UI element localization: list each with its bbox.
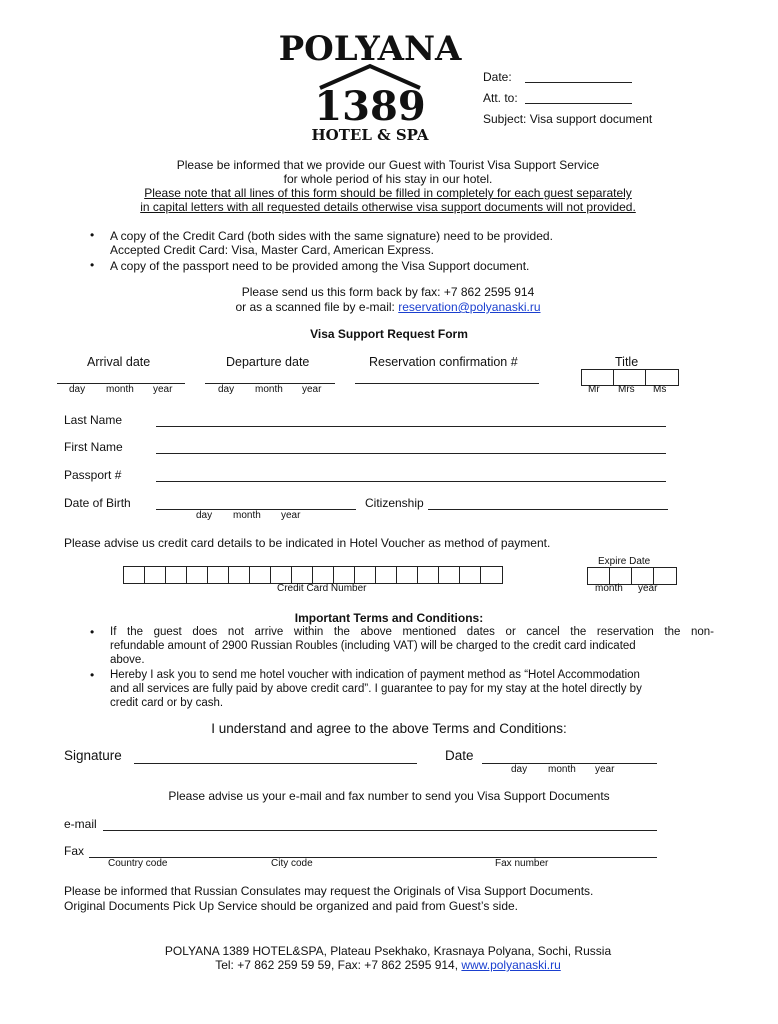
req-1-line-1: A copy of the Credit Card (both sides with the same signature) need to be provided. xyxy=(110,229,553,243)
title-mrs: Mrs xyxy=(618,384,635,395)
bullet-icon: • xyxy=(90,625,95,639)
dob-month: month xyxy=(233,510,261,521)
expire-year: year xyxy=(638,583,658,594)
dob-label: Date of Birth xyxy=(64,496,131,510)
term-2-line-3: credit card or by cash. xyxy=(110,697,224,709)
date-field[interactable] xyxy=(525,82,632,83)
website-link[interactable]: www.polyanaski.ru xyxy=(461,958,561,972)
first-name-label: First Name xyxy=(64,440,123,454)
req-1-line-2: Accepted Credit Card: Visa, Master Card, American Express. xyxy=(110,243,434,257)
send-back-line-1: Please send us this form back by fax: +7 862 2595 914 xyxy=(241,285,535,299)
contact-advise: Please advise us your e-mail and fax number to send you Visa Support Documents xyxy=(168,789,610,803)
title-ms: Ms xyxy=(653,384,667,395)
footer-line-2 xyxy=(0,958,776,972)
arrival-month: month xyxy=(106,384,134,395)
term-2-line-2: and all services are fully paid by above credit card”. I guarantee to pay for my stay at the hotel directly by xyxy=(110,683,642,695)
departure-date-label: Departure date xyxy=(226,355,310,369)
reservation-field[interactable] xyxy=(355,383,539,384)
last-name-field[interactable] xyxy=(156,426,666,427)
citizenship-label: Citizenship xyxy=(365,496,424,510)
send-back-line-2 xyxy=(0,300,776,314)
sig-date-year: year xyxy=(595,764,615,775)
bullet-icon: • xyxy=(90,668,95,682)
card-number-label: Credit Card Number xyxy=(277,583,367,594)
hotel-logo xyxy=(278,28,462,146)
bullet-icon: • xyxy=(90,228,95,242)
signature-date-label: Date xyxy=(445,748,474,763)
city-code-label: City code xyxy=(271,858,313,869)
logo-line2: 1389 xyxy=(314,83,426,130)
reservation-label: Reservation confirmation # xyxy=(369,355,518,369)
intro-line-1: Please be informed that we provide our Guest with Tourist Visa Support Service xyxy=(176,158,600,172)
departure-month: month xyxy=(255,384,283,395)
intro-line-3: Please note that all lines of this form should be filled in completely for each guest separately xyxy=(144,186,632,200)
email-link[interactable]: reservation@polyanaski.ru xyxy=(398,300,541,314)
dob-day: day xyxy=(196,510,213,521)
dob-year: year xyxy=(281,510,301,521)
payment-advise: Please advise us credit card details to be indicated in Hotel Voucher as method of payment. xyxy=(64,536,551,550)
footer-line-1: POLYANA 1389 HOTEL&SPA, Plateau Psekhako, Krasnaya Polyana, Sochi, Russia xyxy=(164,944,612,958)
term-2-line-1: Hereby I ask you to send me hotel voucher with indication of payment method as “Hotel Accommodation xyxy=(110,669,640,681)
title-mr: Mr xyxy=(588,384,600,395)
fax-number-label: Fax number xyxy=(495,858,549,869)
term-1-line-3: above. xyxy=(110,654,145,666)
arrival-year: year xyxy=(153,384,173,395)
contact-fax-field[interactable] xyxy=(89,857,657,858)
form-title: Visa Support Request Form xyxy=(310,327,468,341)
credit-card-number-boxes[interactable] xyxy=(123,566,503,584)
signature-label: Signature xyxy=(64,748,122,763)
req-2: A copy of the passport need to be provided among the Visa Support document. xyxy=(110,259,530,273)
att-label: Att. to: xyxy=(483,91,518,105)
arrival-day: day xyxy=(69,384,86,395)
term-1-line-1: If the guest does not arrive within the above mentioned dates or cancel the reservation the non- xyxy=(110,626,714,638)
consulate-line-2: Original Documents Pick Up Service should be organized and paid from Guest’s side. xyxy=(64,899,519,913)
logo-line3: HOTEL & SPA xyxy=(311,126,429,144)
arrival-date-label: Arrival date xyxy=(87,355,151,369)
title-label: Title xyxy=(615,355,639,369)
date-label: Date: xyxy=(483,70,512,84)
passport-field[interactable] xyxy=(156,481,666,482)
first-name-field[interactable] xyxy=(156,453,666,454)
contact-email-field[interactable] xyxy=(103,830,657,831)
term-1-line-2: refundable amount of 2900 Russian Roubles (including VAT) will be charged to the credit card indicated xyxy=(110,640,636,652)
expire-month: month xyxy=(595,583,623,594)
terms-title: Important Terms and Conditions: xyxy=(294,611,484,625)
agree-text: I understand and agree to the above Terms and Conditions: xyxy=(211,721,567,736)
fax-label: Fax xyxy=(64,844,85,858)
subject-line: Subject: Visa support document xyxy=(483,112,653,126)
bullet-icon: • xyxy=(90,258,95,272)
consulate-line-1: Please be informed that Russian Consulates may request the Originals of Visa Support Documents. xyxy=(64,884,594,898)
att-field[interactable] xyxy=(525,103,632,104)
sig-date-day: day xyxy=(511,764,528,775)
intro-line-4: in capital letters with all requested details otherwise visa support documents will not provided. xyxy=(140,200,636,214)
citizenship-field[interactable] xyxy=(428,509,668,510)
email-label: e-mail xyxy=(64,817,97,831)
footer-contact: Tel: +7 862 259 59 59, Fax: +7 862 2595 914, xyxy=(215,958,459,972)
passport-label: Passport # xyxy=(64,468,122,482)
send-back-prefix: or as a scanned file by e-mail: xyxy=(235,300,395,314)
logo-line1: POLYANA xyxy=(278,29,462,69)
intro-line-2: for whole period of his stay in our hotel. xyxy=(283,172,493,186)
departure-year: year xyxy=(302,384,322,395)
sig-date-month: month xyxy=(548,764,576,775)
country-code-label: Country code xyxy=(108,858,168,869)
expire-date-label: Expire Date xyxy=(598,556,651,567)
signature-field[interactable] xyxy=(134,763,417,764)
departure-day: day xyxy=(218,384,235,395)
last-name-label: Last Name xyxy=(64,413,123,427)
